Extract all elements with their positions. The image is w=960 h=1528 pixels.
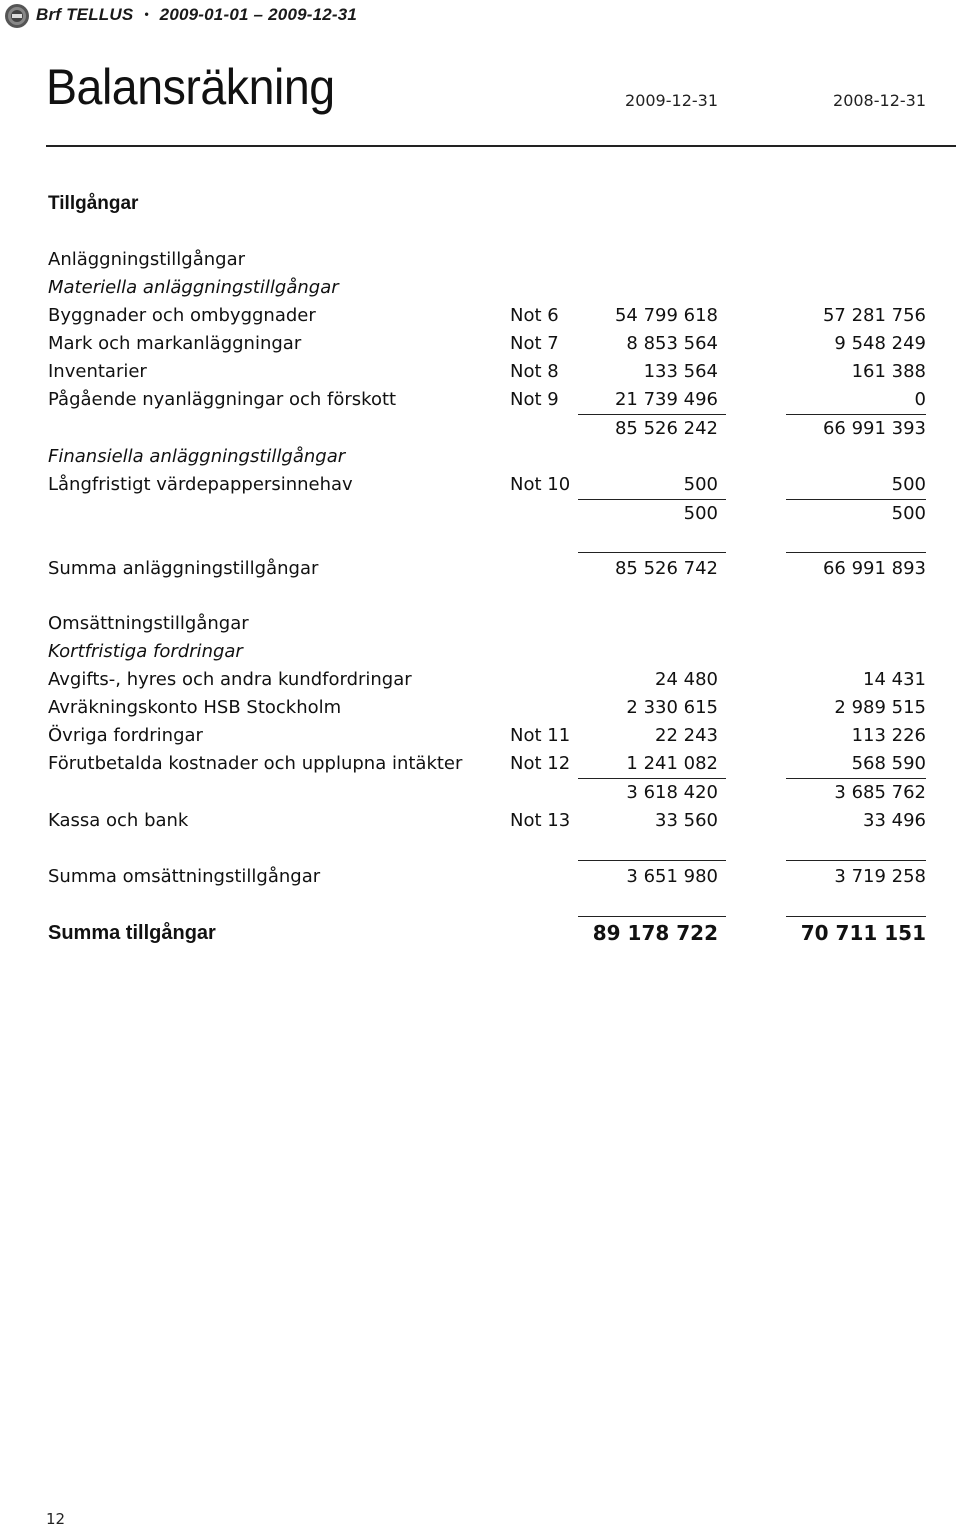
row-label: Avräkningskonto HSB Stockholm <box>48 697 342 718</box>
note-ref: Not 9 <box>510 389 559 410</box>
table-row <box>0 386 960 414</box>
value-current: 133 564 <box>643 361 718 382</box>
hsb-logo-icon <box>4 3 30 29</box>
row-label: Kassa och bank <box>48 810 189 831</box>
value-current: 54 799 618 <box>614 305 718 326</box>
subtotal-current: 500 <box>683 503 718 524</box>
subtotal-current: 3 618 420 <box>626 782 718 803</box>
sum-rule <box>786 916 926 917</box>
row-label: Summa anläggningstillgångar <box>48 558 319 579</box>
note-ref: Not 10 <box>510 474 571 495</box>
subtotal-previous: 500 <box>891 503 926 524</box>
sum-rule <box>578 860 726 861</box>
sum-rule <box>578 916 726 917</box>
value-previous: 57 281 756 <box>822 305 926 326</box>
column-header-current: 2009-12-31 <box>625 91 718 110</box>
header-text <box>36 5 357 25</box>
row-label: Förutbetalda kostnader och upplupna intäkter <box>48 753 463 774</box>
subgroup-heading <box>0 274 960 302</box>
section-title: Tillgångar <box>48 193 139 214</box>
table-row <box>0 330 960 358</box>
group-heading <box>0 610 960 638</box>
total-row <box>0 863 960 891</box>
value-previous: 33 496 <box>863 810 926 831</box>
section-heading <box>0 190 960 218</box>
row-label: Avgifts-, hyres och andra kundfordringar <box>48 669 412 690</box>
subtotal-row <box>0 415 960 443</box>
subtotal-previous: 3 685 762 <box>834 782 926 803</box>
title-divider <box>46 145 956 147</box>
column-header-previous: 2008-12-31 <box>833 91 926 110</box>
row-label: Byggnader och ombyggnader <box>48 305 316 326</box>
value-previous: 113 226 <box>851 725 926 746</box>
value-previous: 9 548 249 <box>834 333 926 354</box>
row-label: Inventarier <box>48 361 147 382</box>
sum-rule <box>786 860 926 861</box>
value-previous: 2 989 515 <box>834 697 926 718</box>
value-previous: 161 388 <box>851 361 926 382</box>
table-row <box>0 471 960 499</box>
grand-total-row <box>0 919 960 947</box>
org-name: Brf TELLUS <box>36 5 134 24</box>
value-previous: 500 <box>891 474 926 495</box>
row-label: Övriga fordringar <box>48 725 203 746</box>
total-current: 85 526 742 <box>614 558 718 579</box>
grand-total-current: 89 178 722 <box>592 921 718 945</box>
subgroup-heading <box>0 443 960 471</box>
table-row <box>0 722 960 750</box>
value-current: 2 330 615 <box>626 697 718 718</box>
sum-rule <box>578 552 726 553</box>
group-title: Omsättningstillgångar <box>48 613 249 634</box>
row-label: Summa omsättningstillgångar <box>48 866 321 887</box>
subtotal-current: 85 526 242 <box>614 418 718 439</box>
row-label: Pågående nyanläggningar och förskott <box>48 389 397 410</box>
group-heading <box>0 246 960 274</box>
note-ref: Not 13 <box>510 810 571 831</box>
note-ref: Not 7 <box>510 333 559 354</box>
page-title: Balansräkning <box>46 59 335 115</box>
total-row <box>0 555 960 583</box>
table-row <box>0 358 960 386</box>
table-row <box>0 666 960 694</box>
header-separator: • <box>144 7 149 21</box>
row-label: Långfristigt värdepappersinnehav <box>48 474 353 495</box>
total-previous: 66 991 893 <box>822 558 926 579</box>
table-row <box>0 694 960 722</box>
grand-total-label: Summa tillgångar <box>48 922 216 944</box>
note-ref: Not 6 <box>510 305 559 326</box>
grand-total-previous: 70 711 151 <box>800 921 926 945</box>
subgroup-heading <box>0 638 960 666</box>
table-row <box>0 302 960 330</box>
value-current: 500 <box>683 474 718 495</box>
total-previous: 3 719 258 <box>834 866 926 887</box>
value-previous: 14 431 <box>863 669 926 690</box>
table-row <box>0 750 960 778</box>
value-current: 33 560 <box>655 810 718 831</box>
value-current: 21 739 496 <box>614 389 718 410</box>
total-current: 3 651 980 <box>626 866 718 887</box>
group-title: Anläggningstillgångar <box>48 249 246 270</box>
subgroup-title: Kortfristiga fordringar <box>48 641 243 662</box>
value-current: 22 243 <box>655 725 718 746</box>
sum-rule <box>786 552 926 553</box>
value-previous: 568 590 <box>851 753 926 774</box>
note-ref: Not 12 <box>510 753 571 774</box>
value-previous: 0 <box>914 389 926 410</box>
subgroup-title: Materiella anläggningstillgångar <box>48 277 339 298</box>
note-ref: Not 11 <box>510 725 571 746</box>
table-row <box>0 807 960 835</box>
period: 2009-01-01 – 2009-12-31 <box>159 5 358 24</box>
note-ref: Not 8 <box>510 361 559 382</box>
subtotal-row <box>0 500 960 528</box>
value-current: 24 480 <box>655 669 718 690</box>
page-header <box>0 0 960 34</box>
subtotal-row <box>0 779 960 807</box>
value-current: 1 241 082 <box>626 753 718 774</box>
page-number: 12 <box>46 1510 66 1528</box>
row-label: Mark och markanläggningar <box>48 333 302 354</box>
subtotal-previous: 66 991 393 <box>822 418 926 439</box>
value-current: 8 853 564 <box>626 333 718 354</box>
subgroup-title: Finansiella anläggningstillgångar <box>48 446 346 467</box>
